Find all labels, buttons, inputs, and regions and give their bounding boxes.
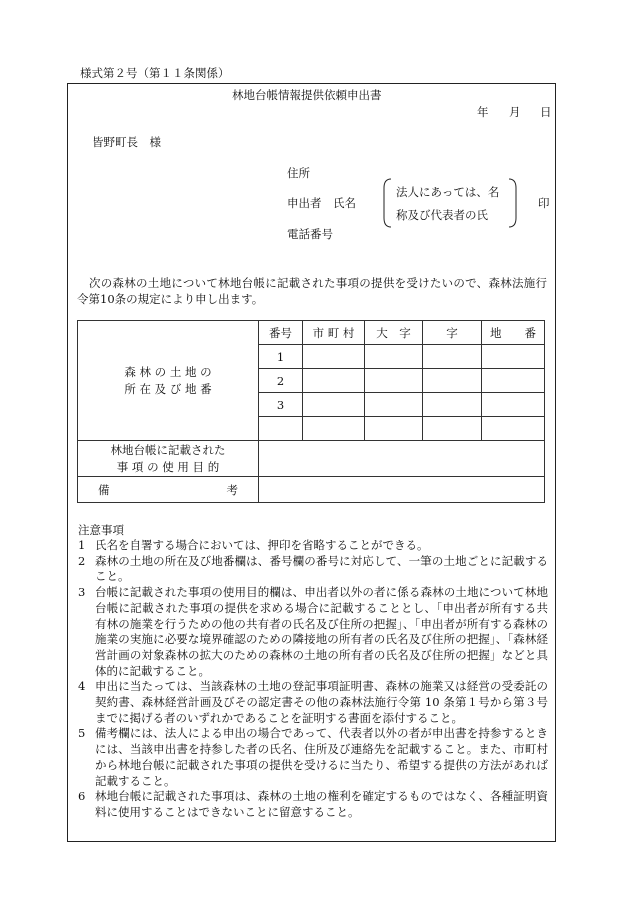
cell-banchi[interactable]: [482, 369, 545, 393]
note-number: 3: [78, 585, 86, 600]
purpose-label-cell: [78, 441, 259, 477]
note-text: 台帳に記載された事項の使用目的欄は、申出者以外の者に係る森林の土地について林地台帳に記載された事項の提供を求める場合に記載することとし、「申出者が所有する共有林の施業を行うための他の共有者の氏名及び住所の把握」、「申出者が所有する森林の施業の実施に必要な境界確認のための隣接地の所有者の氏名及び住所の把握」、「森林経営計画の対象森林の拡大のための森林の土地の所有者の氏名及び住所の把握」などと具体的に記載すること。: [95, 585, 548, 678]
note-text: 氏名を自署する場合においては、押印を省略することができる。: [95, 538, 429, 552]
note-number: 5: [78, 726, 86, 741]
date-year: 年: [477, 105, 489, 119]
cell-municipality[interactable]: [303, 345, 365, 369]
cell-oaza[interactable]: [365, 345, 423, 369]
applicant-name-label: 申出者 氏名: [287, 196, 356, 210]
corporate-note-line-1: 法人にあっては、名: [396, 185, 500, 199]
cell-oaza[interactable]: [365, 369, 423, 393]
notes-section: [78, 522, 548, 821]
note-text: 申出に当たっては、当該森林の土地の登記事項証明書、森林の施業又は経営の受委託の契約書、森林経営計画及びその認定書その他の森林法施行令第 10 条第１号から第３号までに掲げる者のいずれかであることを証明する書面を添付すること。: [95, 679, 548, 725]
table-header-row: [78, 321, 545, 345]
purpose-row: [78, 441, 545, 477]
remarks-label-cell: [78, 477, 259, 503]
note-item: [78, 554, 548, 585]
cell-aza[interactable]: [423, 369, 482, 393]
note-text: 備考欄には、法人による申出の場合であって、代表者以外の者が申出書を持参するときには、当該申出書を持参した者の氏名、住所及び連絡先を記載すること。また、市町村から林地台帳に記載された事項の提供を受けるに当たり、希望する提供の方法があれば記載すること。: [95, 726, 548, 788]
location-label-line-2: 所 在 及 び 地 番: [124, 381, 212, 396]
location-label-cell: [78, 321, 259, 441]
row-number: 3: [259, 393, 303, 417]
note-number: 1: [78, 538, 86, 552]
cell-aza[interactable]: [423, 393, 482, 417]
note-text: 森林の土地の所在及び地番欄は、番号欄の番号に対応して、一筆の土地ごとに記載すること。: [95, 553, 548, 584]
cell-banchi[interactable]: [482, 393, 545, 417]
remarks-value-cell[interactable]: [259, 477, 545, 503]
cell-banchi[interactable]: [482, 417, 545, 441]
corporate-note-line-2: 称及び代表者の氏: [396, 208, 488, 222]
note-item: [78, 726, 548, 789]
row-number: [259, 417, 303, 441]
header-municipality: 市 町 村: [303, 321, 365, 345]
header-aza: 字: [423, 321, 482, 345]
purpose-label-line-2: 事 項 の 使 用 目 的: [116, 459, 220, 474]
note-number: 6: [78, 789, 86, 804]
cell-municipality[interactable]: [303, 417, 365, 441]
cell-aza[interactable]: [423, 345, 482, 369]
header-banchi: 地 番: [482, 321, 545, 345]
note-item: [78, 585, 548, 679]
note-item: [78, 789, 548, 820]
note-item: [78, 679, 548, 726]
phone-label: 電話番号: [287, 227, 333, 241]
note-number: 4: [78, 679, 86, 694]
purpose-value-cell[interactable]: [259, 441, 545, 477]
cell-aza[interactable]: [423, 417, 482, 441]
location-label-line-1: 森 林 の 土 地 の: [124, 364, 212, 379]
notes-heading: 注意事項: [78, 523, 124, 537]
cell-oaza[interactable]: [365, 393, 423, 417]
form-title: 林地台帳情報提供依頼申出書: [232, 88, 382, 102]
row-number: 2: [259, 369, 303, 393]
cell-municipality[interactable]: [303, 393, 365, 417]
seal-mark: 印: [538, 196, 550, 210]
note-item: [78, 538, 548, 554]
address-label: 住所: [287, 166, 310, 180]
addressee: 皆野町長 様: [92, 135, 161, 149]
land-table: [77, 320, 545, 503]
purpose-label-line-1: 林地台帳に記載された: [110, 442, 226, 457]
row-number: 1: [259, 345, 303, 369]
cell-municipality[interactable]: [303, 369, 365, 393]
cell-banchi[interactable]: [482, 345, 545, 369]
date-month: 月: [509, 105, 521, 119]
form-number-label: 様式第２号（第１１条関係）: [80, 66, 230, 80]
date-day: 日: [540, 105, 552, 119]
remarks-row: [78, 477, 545, 503]
remarks-label-1: 備: [98, 482, 110, 497]
header-no: 番号: [259, 321, 303, 345]
note-number: 2: [78, 553, 86, 568]
cell-oaza[interactable]: [365, 417, 423, 441]
header-oaza: 大 字: [365, 321, 423, 345]
note-text: 林地台帳に記載された事項は、森林の土地の権利を確定するものではなく、各種証明資料に使用することはできないことに留意すること。: [95, 789, 548, 819]
remarks-label-2: 考: [226, 482, 238, 497]
intro-paragraph: 次の森林の土地について林地台帳に記載された事項の提供を受けたいので、森林法施行令第10条の規定により申し出ます。: [77, 276, 547, 306]
